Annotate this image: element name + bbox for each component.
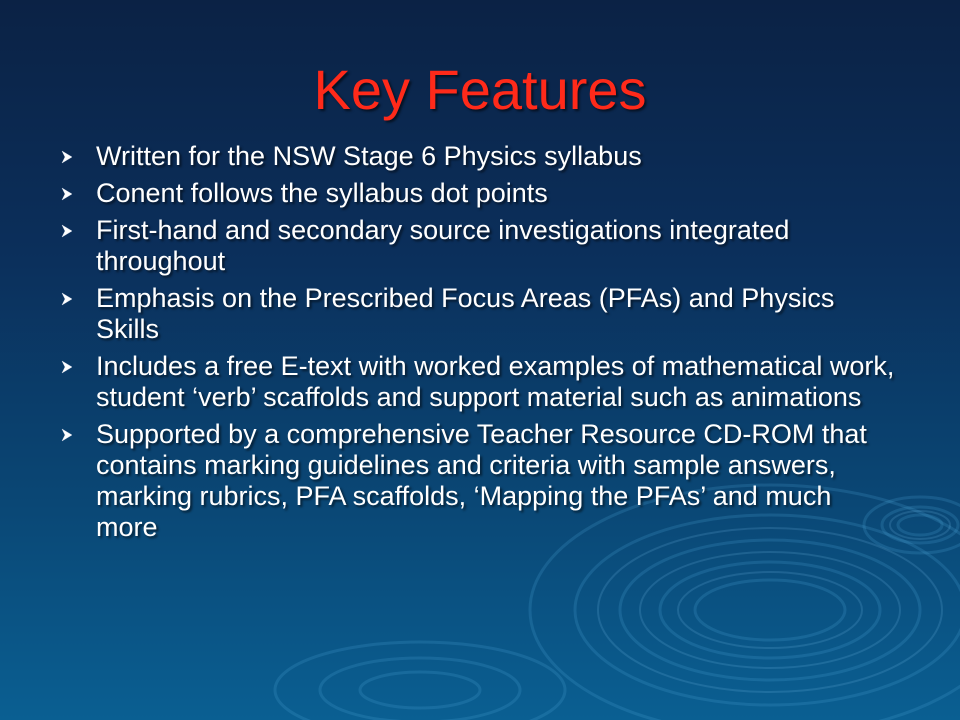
arrowhead-bullet-icon (60, 419, 96, 450)
arrowhead-bullet-icon (60, 283, 96, 314)
arrowhead-bullet-icon (60, 178, 96, 209)
bullet-text: Emphasis on the Prescribed Focus Areas (PFAs) and Physics Skills (96, 283, 835, 344)
bullet-item (60, 283, 900, 345)
bullet-item (60, 178, 900, 209)
bullet-text: First-hand and secondary source investigations integrated throughout (96, 215, 790, 276)
arrowhead-bullet-icon (60, 351, 96, 382)
bullet-list (60, 141, 900, 549)
bullet-item (60, 141, 900, 172)
bullet-text: Supported by a comprehensive Teacher Resource CD-ROM that contains marking guidelines and criteria with sample answers, marking rubrics, PFA scaffolds, ‘Mapping the PFAs’ and much more (96, 419, 867, 542)
bullet-text: Includes a free E-text with worked examples of mathematical work, student ‘verb’ scaffolds and support material such as animations (96, 351, 895, 412)
bullet-item (60, 351, 900, 413)
slide-title: Key Features (313, 58, 647, 121)
arrowhead-bullet-icon (60, 215, 96, 246)
bullet-text: Written for the NSW Stage 6 Physics syllabus (96, 141, 642, 171)
bullet-text: Conent follows the syllabus dot points (96, 178, 548, 208)
bullet-item (60, 419, 900, 543)
bullet-item (60, 215, 900, 277)
arrowhead-bullet-icon (60, 141, 96, 172)
